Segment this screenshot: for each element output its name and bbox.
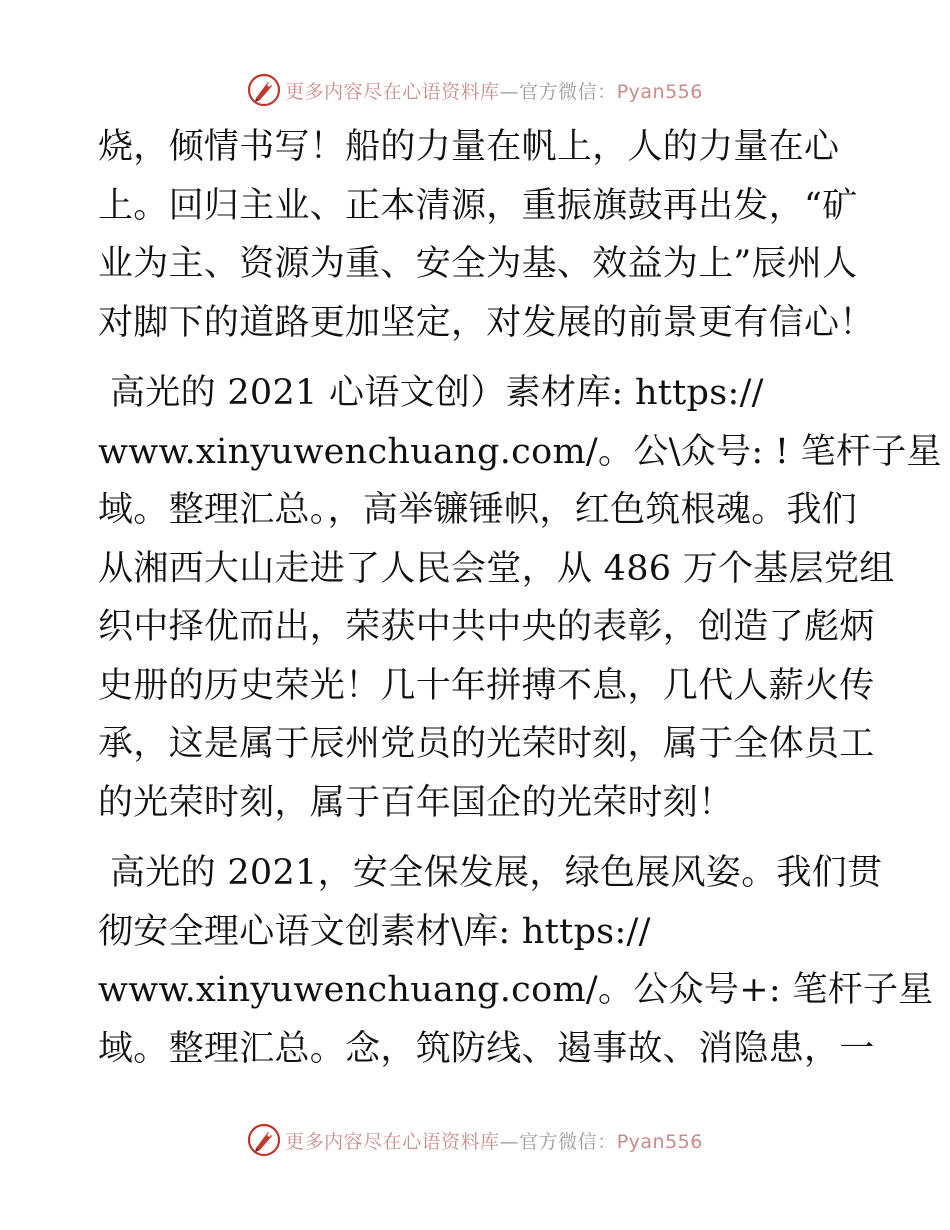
text-line: www.xinyuwenchuang.com/。公\众号: ! 笔杆子星 xyxy=(98,431,942,472)
text-line: 的光荣时刻，属于百年国企的光荣时刻！ xyxy=(98,782,734,823)
text-line: 高光的 2021，安全保发展，绿色展风姿。我们贯 xyxy=(110,853,883,893)
pen-nib-logo-icon xyxy=(247,1123,281,1157)
text-line: 从湘西大山走进了人民会堂，从 486 万个基层党组 xyxy=(98,548,895,589)
paragraph-3 xyxy=(98,844,934,1078)
header-banner-main: 更多内容尽在心语资料库 xyxy=(285,80,500,103)
text-line: 织中择优而出，荣获中共中央的表彰，创造了彪炳 xyxy=(98,607,875,647)
paragraph-2 xyxy=(98,364,942,832)
document-body xyxy=(98,118,942,1078)
footer-banner-main: 更多内容尽在心语资料库 xyxy=(285,1130,500,1153)
text-line: 上。回归主业、正本清源，重振旗鼓再出发，“矿 xyxy=(98,185,858,226)
header-banner-text xyxy=(285,77,703,104)
text-line: 烧，倾情书写！船的力量在帆上，人的力量在心 xyxy=(98,127,840,167)
text-line: 业为主、资源为重、安全为基、效益为上”辰州人 xyxy=(98,244,858,284)
header-banner-inner xyxy=(247,73,703,107)
text-line: 高光的 2021 心语文创）素材库: https:// xyxy=(110,373,764,413)
text-line: www.xinyuwenchuang.com/。公众号+: 笔杆子星 xyxy=(98,970,934,1010)
text-line: 域。整理汇总。，高举镰锤帜，红色筑根魂。我们 xyxy=(98,490,858,530)
header-banner xyxy=(0,70,950,110)
footer-banner xyxy=(0,1120,950,1160)
text-line: 对脚下的道路更加坚定，对发展的前景更有信心！ xyxy=(98,302,875,343)
text-line: 承，这是属于辰州党员的光荣时刻，属于全体员工 xyxy=(98,724,875,764)
footer-banner-mid: —官方微信： xyxy=(499,1130,617,1153)
pen-nib-logo-icon xyxy=(247,73,281,107)
paragraph-1 xyxy=(98,118,875,352)
footer-banner-inner xyxy=(247,1123,703,1157)
text-line: 域。整理汇总。念，筑防线、遏事故、消隐患，一 xyxy=(98,1028,875,1069)
footer-banner-code: Pyan556 xyxy=(616,1130,703,1153)
header-banner-mid: —官方微信： xyxy=(499,80,617,103)
text-line: 彻安全理心语文创素材\库: https:// xyxy=(98,911,651,952)
header-banner-code: Pyan556 xyxy=(616,80,703,103)
text-line: 史册的历史荣光！几十年拼搏不息，几代人薪火传 xyxy=(98,665,875,706)
footer-banner-text xyxy=(285,1127,703,1154)
